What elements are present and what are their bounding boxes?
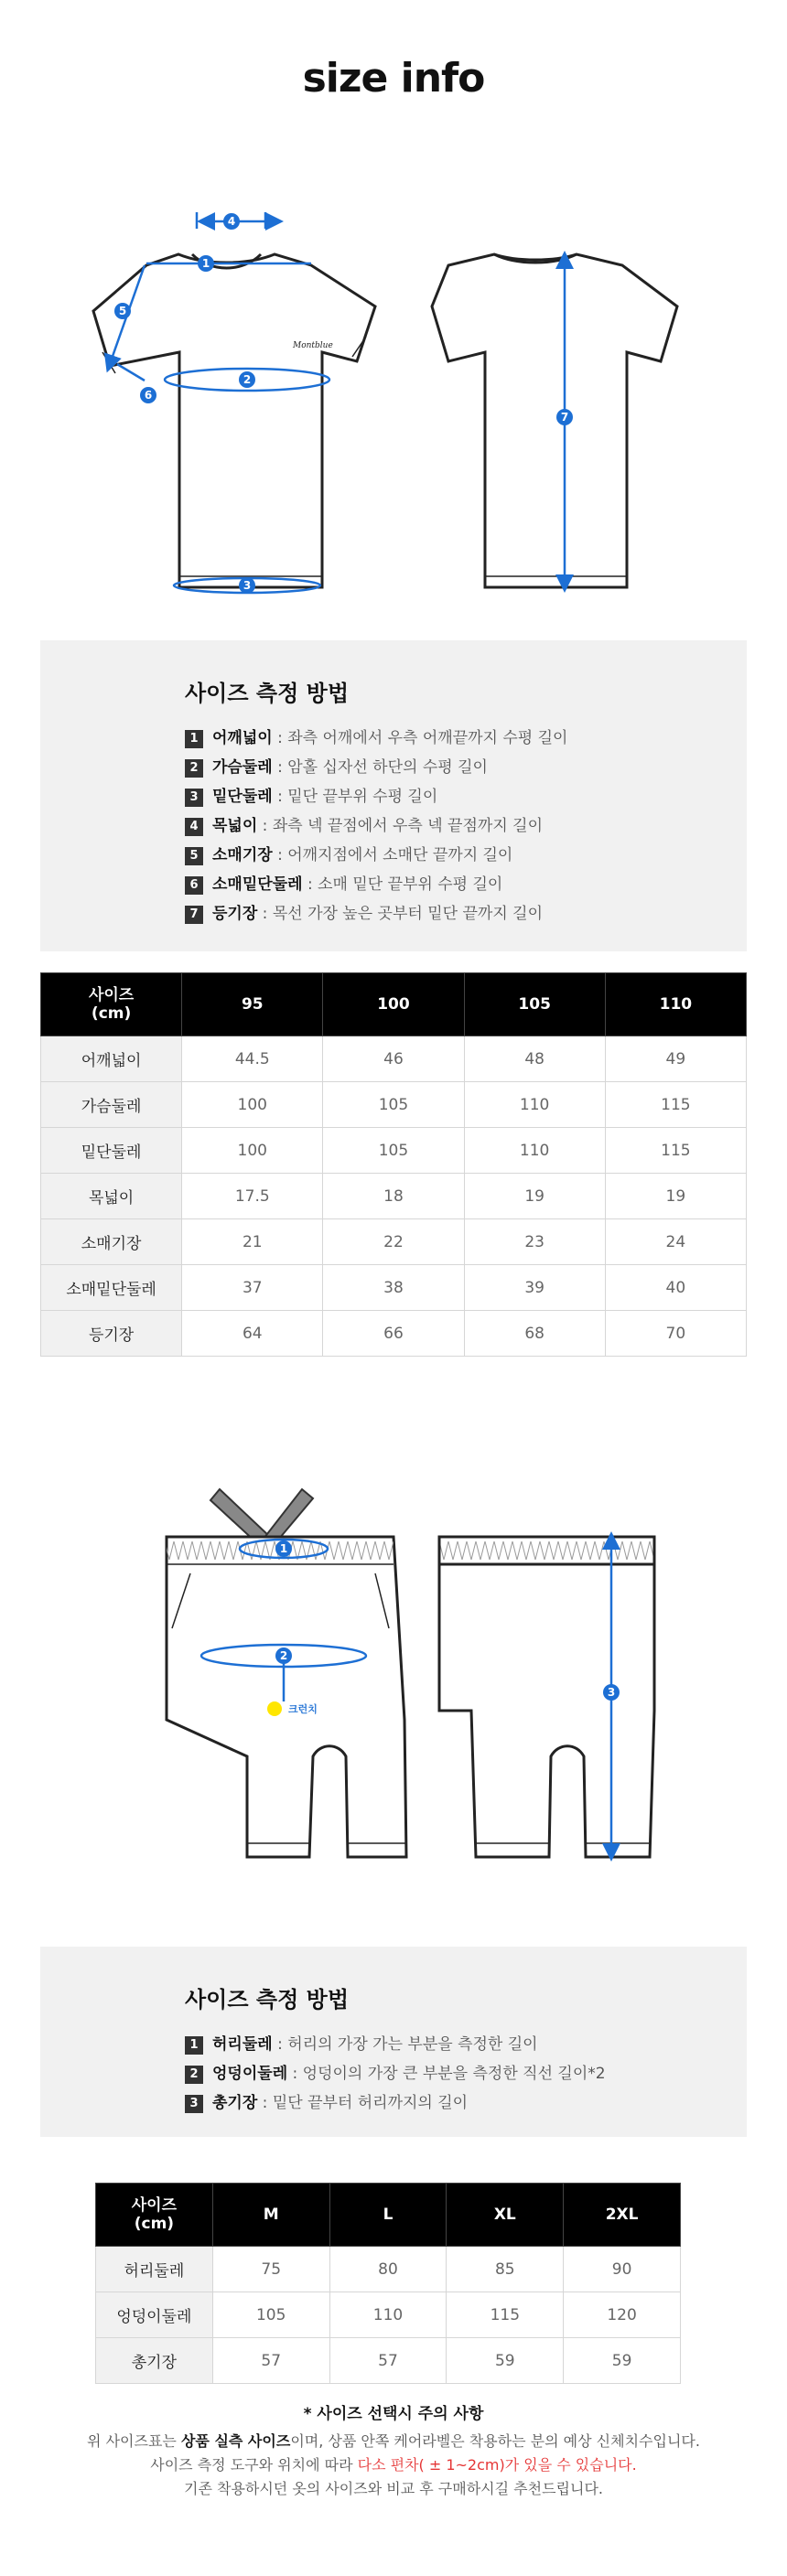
table-cell: 59 (564, 2338, 681, 2384)
guide-item (185, 2089, 468, 2113)
guide-item-name: 목넓이 (212, 817, 258, 835)
table-cell: 64 (182, 1311, 323, 1357)
table-cell: 68 (464, 1311, 605, 1357)
table-cell: 37 (182, 1265, 323, 1311)
table-cell: 23 (464, 1219, 605, 1265)
size-notes (0, 2400, 787, 2510)
size-column-header: 2XL (564, 2184, 681, 2247)
guide-item-number: 7 (185, 906, 203, 924)
guide-item-name: 소매기장 (212, 846, 273, 864)
table-row (41, 1128, 747, 1174)
size-column-header: L (329, 2184, 447, 2247)
notes-title: * 사이즈 선택시 주의 사항 (303, 2405, 484, 2423)
table-row (41, 1036, 747, 1082)
table-row (41, 1219, 747, 1265)
table-cell: 115 (605, 1082, 746, 1128)
guide-item (185, 724, 567, 748)
svg-text:3: 3 (607, 1686, 616, 1699)
guide-item-number: 6 (185, 876, 203, 895)
table-cell: 57 (212, 2338, 329, 2384)
guide-item (185, 783, 437, 807)
table-cell: 115 (605, 1128, 746, 1174)
guide-item (185, 2060, 606, 2084)
guide-item-number: 5 (185, 847, 203, 865)
row-label: 엉덩이둘레 (96, 2292, 213, 2338)
table-cell: 17.5 (182, 1174, 323, 1219)
tshirt-back-labels (556, 409, 573, 425)
guide-item-desc: : 어깨지점에서 소매단 끝까지 길이 (272, 846, 513, 864)
guide-item-number: 3 (185, 789, 203, 807)
guide-item-name: 밑단둘레 (212, 788, 273, 806)
row-label: 밑단둘레 (41, 1128, 182, 1174)
table-cell: 110 (464, 1128, 605, 1174)
guide-item-number: 2 (185, 2066, 203, 2084)
size-column-header: 105 (464, 973, 605, 1036)
guide-item-desc: : 엉덩이의 가장 큰 부분을 측정한 직선 길이*2 (287, 2065, 606, 2083)
table-row (96, 2247, 681, 2292)
svg-text:6: 6 (144, 389, 153, 402)
row-label: 소매밑단둘레 (41, 1265, 182, 1311)
guide-item (185, 754, 488, 778)
table-row (96, 2338, 681, 2384)
table-cell: 57 (329, 2338, 447, 2384)
svg-text:1: 1 (279, 1542, 288, 1555)
table-cell: 110 (464, 1082, 605, 1128)
shorts-back (439, 1537, 654, 1857)
guide-item-desc: : 좌측 어깨에서 우측 어깨끝까지 수평 길이 (272, 729, 568, 747)
svg-text:5: 5 (118, 305, 127, 317)
row-label: 소매기장 (41, 1219, 182, 1265)
table-cell: 120 (564, 2292, 681, 2338)
guide-item (185, 842, 512, 865)
guide-item-name: 총기장 (212, 2094, 258, 2112)
guide-heading: 사이즈 측정 방법 (185, 1987, 349, 2012)
table-cell: 38 (323, 1265, 464, 1311)
table-cell: 22 (323, 1219, 464, 1265)
table-cell: 19 (605, 1174, 746, 1219)
guide-item-name: 가슴둘레 (212, 758, 273, 777)
top-measure-guide (40, 640, 747, 951)
guide-item-desc: : 암홀 십자선 하단의 수평 길이 (272, 758, 488, 777)
size-corner-header: 사이즈 (cm) (41, 973, 182, 1036)
guide-item (185, 900, 543, 924)
table-cell: 49 (605, 1036, 746, 1082)
size-corner-header: 사이즈 (cm) (96, 2184, 213, 2247)
svg-text:2: 2 (279, 1649, 288, 1662)
guide-item-number: 4 (185, 818, 203, 836)
guide-item-number: 2 (185, 759, 203, 778)
size-column-header: XL (447, 2184, 564, 2247)
table-cell: 44.5 (182, 1036, 323, 1082)
size-column-header: 100 (323, 973, 464, 1036)
bottom-size-table (95, 2183, 681, 2384)
page-title: size info (302, 55, 485, 102)
table-cell: 19 (464, 1174, 605, 1219)
table-cell: 66 (323, 1311, 464, 1357)
guide-item-name: 허리둘레 (212, 2035, 273, 2054)
crotch-marker (267, 1701, 282, 1716)
size-column-header: M (212, 2184, 329, 2247)
guide-item-name: 엉덩이둘레 (212, 2065, 288, 2083)
guide-item-desc: : 목선 가장 높은 곳부터 밑단 끝까지 길이 (257, 905, 543, 923)
table-cell: 100 (182, 1128, 323, 1174)
shorts-measurement-diagram (146, 1482, 659, 1866)
table-cell: 40 (605, 1265, 746, 1311)
size-column-header: 110 (605, 973, 746, 1036)
svg-text:7: 7 (560, 411, 569, 424)
table-cell: 24 (605, 1219, 746, 1265)
guide-heading: 사이즈 측정 방법 (185, 681, 349, 706)
svg-text:4: 4 (227, 215, 236, 228)
guide-item-name: 소매밑단둘레 (212, 875, 303, 894)
table-row (96, 2292, 681, 2338)
table-cell: 46 (323, 1036, 464, 1082)
svg-text:3: 3 (243, 579, 252, 592)
table-cell: 110 (329, 2292, 447, 2338)
table-row (41, 1265, 747, 1311)
guide-item-desc: : 밑단 끝부터 허리까지의 길이 (257, 2094, 469, 2112)
table-cell: 80 (329, 2247, 447, 2292)
row-label: 가슴둘레 (41, 1082, 182, 1128)
guide-item-number: 1 (185, 730, 203, 748)
table-row (41, 1174, 747, 1219)
table-cell: 21 (182, 1219, 323, 1265)
row-label: 어깨넓이 (41, 1036, 182, 1082)
table-cell: 105 (323, 1128, 464, 1174)
table-cell: 70 (605, 1311, 746, 1357)
table-cell: 48 (464, 1036, 605, 1082)
table-cell: 105 (212, 2292, 329, 2338)
table-cell: 105 (323, 1082, 464, 1128)
guide-item (185, 812, 543, 836)
table-cell: 39 (464, 1265, 605, 1311)
svg-text:1: 1 (201, 257, 210, 270)
row-label: 허리둘레 (96, 2247, 213, 2292)
row-label: 총기장 (96, 2338, 213, 2384)
guide-item-number: 3 (185, 2095, 203, 2113)
notes-line-3: 기존 착용하시던 옷의 사이즈와 비교 후 구매하시길 추천드립니다. (183, 2480, 603, 2497)
table-cell: 115 (447, 2292, 564, 2338)
table-cell: 18 (323, 1174, 464, 1219)
guide-item-name: 어깨넓이 (212, 729, 273, 747)
table-cell: 85 (447, 2247, 564, 2292)
guide-item (185, 2031, 538, 2055)
tshirt-measurement-diagram (82, 201, 686, 613)
guide-item-desc: : 밑단 끝부위 수평 길이 (272, 788, 438, 806)
table-cell: 100 (182, 1082, 323, 1128)
table-cell: 59 (447, 2338, 564, 2384)
table-row (41, 1082, 747, 1128)
notes-line-2: 사이즈 측정 도구와 위치에 따라 다소 편차( ± 1~2cm)가 있을 수 있습니다. (150, 2456, 637, 2474)
guide-item-desc: : 좌측 넥 끝점에서 우측 넥 끝점까지 길이 (257, 817, 543, 835)
shorts-front (167, 1537, 406, 1857)
notes-line-1: 위 사이즈표는 상품 실측 사이즈이며, 상품 안쪽 케어라벨은 착용하는 분의 예상 신체치수입니다. (87, 2432, 700, 2450)
guide-item (185, 871, 502, 895)
svg-text:2: 2 (243, 373, 252, 386)
top-size-table (40, 972, 747, 1357)
size-column-header: 95 (182, 973, 323, 1036)
bottom-measure-guide (40, 1947, 747, 2137)
row-label: 목넓이 (41, 1174, 182, 1219)
guide-item-number: 1 (185, 2036, 203, 2055)
crotch-label: 크런치 (288, 1703, 318, 1715)
guide-item-desc: : 소매 밑단 끝부위 수평 길이 (302, 875, 503, 894)
row-label: 등기장 (41, 1311, 182, 1357)
table-cell: 90 (564, 2247, 681, 2292)
table-cell: 75 (212, 2247, 329, 2292)
tshirt-back (432, 254, 677, 587)
guide-item-name: 등기장 (212, 905, 258, 923)
tshirt-front (93, 254, 375, 587)
brand-logo: Montblue (293, 341, 333, 350)
table-row (41, 1311, 747, 1357)
guide-item-desc: : 허리의 가장 가는 부분을 측정한 길이 (272, 2035, 538, 2054)
